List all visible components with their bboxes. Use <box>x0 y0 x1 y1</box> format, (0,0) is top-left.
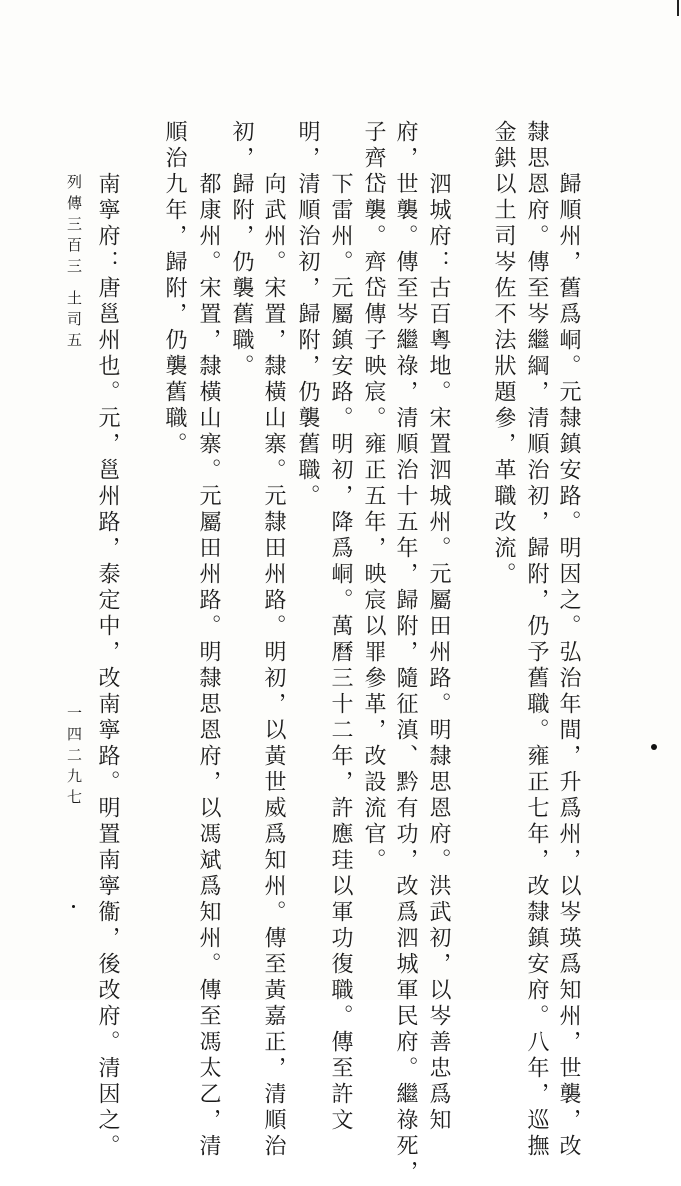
body-column-2: 隸思恩府。傳至岑繼綱，清順治初，歸附，仍予舊職。雍正七年，改隸鎮安府。八年，巡撫 <box>524 120 549 1160</box>
page-number: 一四二九七 <box>65 705 83 810</box>
page-corner-mark <box>677 0 679 16</box>
body-column-5: 府，世襲。傳至岑繼祿，清順治十五年，歸附，隨征滇、黔有功，改爲泗城軍民府。繼祿死， <box>393 120 418 1186</box>
body-column-4: 泗城府：古百粵地。宋置泗城州。元屬田州路。明隸思恩府。洪武初，以岑善忠爲知 <box>426 172 451 1134</box>
body-column-10: 初，歸附，仍襲舊職。 <box>229 120 254 380</box>
body-column-13: 南寧府：唐邕州也。元，邕州路，泰定中，改南寧路。明置南寧衞，後改府。清因之。 <box>95 172 120 1160</box>
body-column-7: 下雷州。元屬鎮安路。明初，降爲峒。萬曆三十二年，許應珪以軍功復職。傳至許文 <box>328 172 353 1134</box>
body-column-12: 順治九年，歸附，仍襲舊職。 <box>162 120 187 458</box>
ink-dot <box>72 905 75 908</box>
body-column-8: 明，清順治初，歸附，仍襲舊職。 <box>295 120 320 510</box>
body-column-1: 歸順州，舊爲峒。元隸鎮安路。明因之。弘治年間，升爲州，以岑瑛爲知州，世襲，改 <box>556 172 581 1160</box>
running-header-section: 列傳三百三 <box>65 174 83 279</box>
body-column-6: 子齊岱襲。齊岱傳子映宸。雍正五年，映宸以罪參革，改設流官。 <box>361 120 386 874</box>
body-column-9: 向武州。宋置，隸橫山寨。元隸田州路。明初，以黃世威爲知州。傳至黃嘉正，清順治 <box>261 172 286 1160</box>
ink-dot <box>651 744 657 750</box>
body-column-3: 金鉷以土司岑佐不法狀題參，革職改流。 <box>491 120 516 588</box>
running-header-subsection: 土司五 <box>65 290 83 353</box>
body-column-11: 都康州。宋置，隸橫山寨。元屬田州路。明隸思恩府，以馮斌爲知州。傳至馮太乙，清 <box>196 172 221 1160</box>
